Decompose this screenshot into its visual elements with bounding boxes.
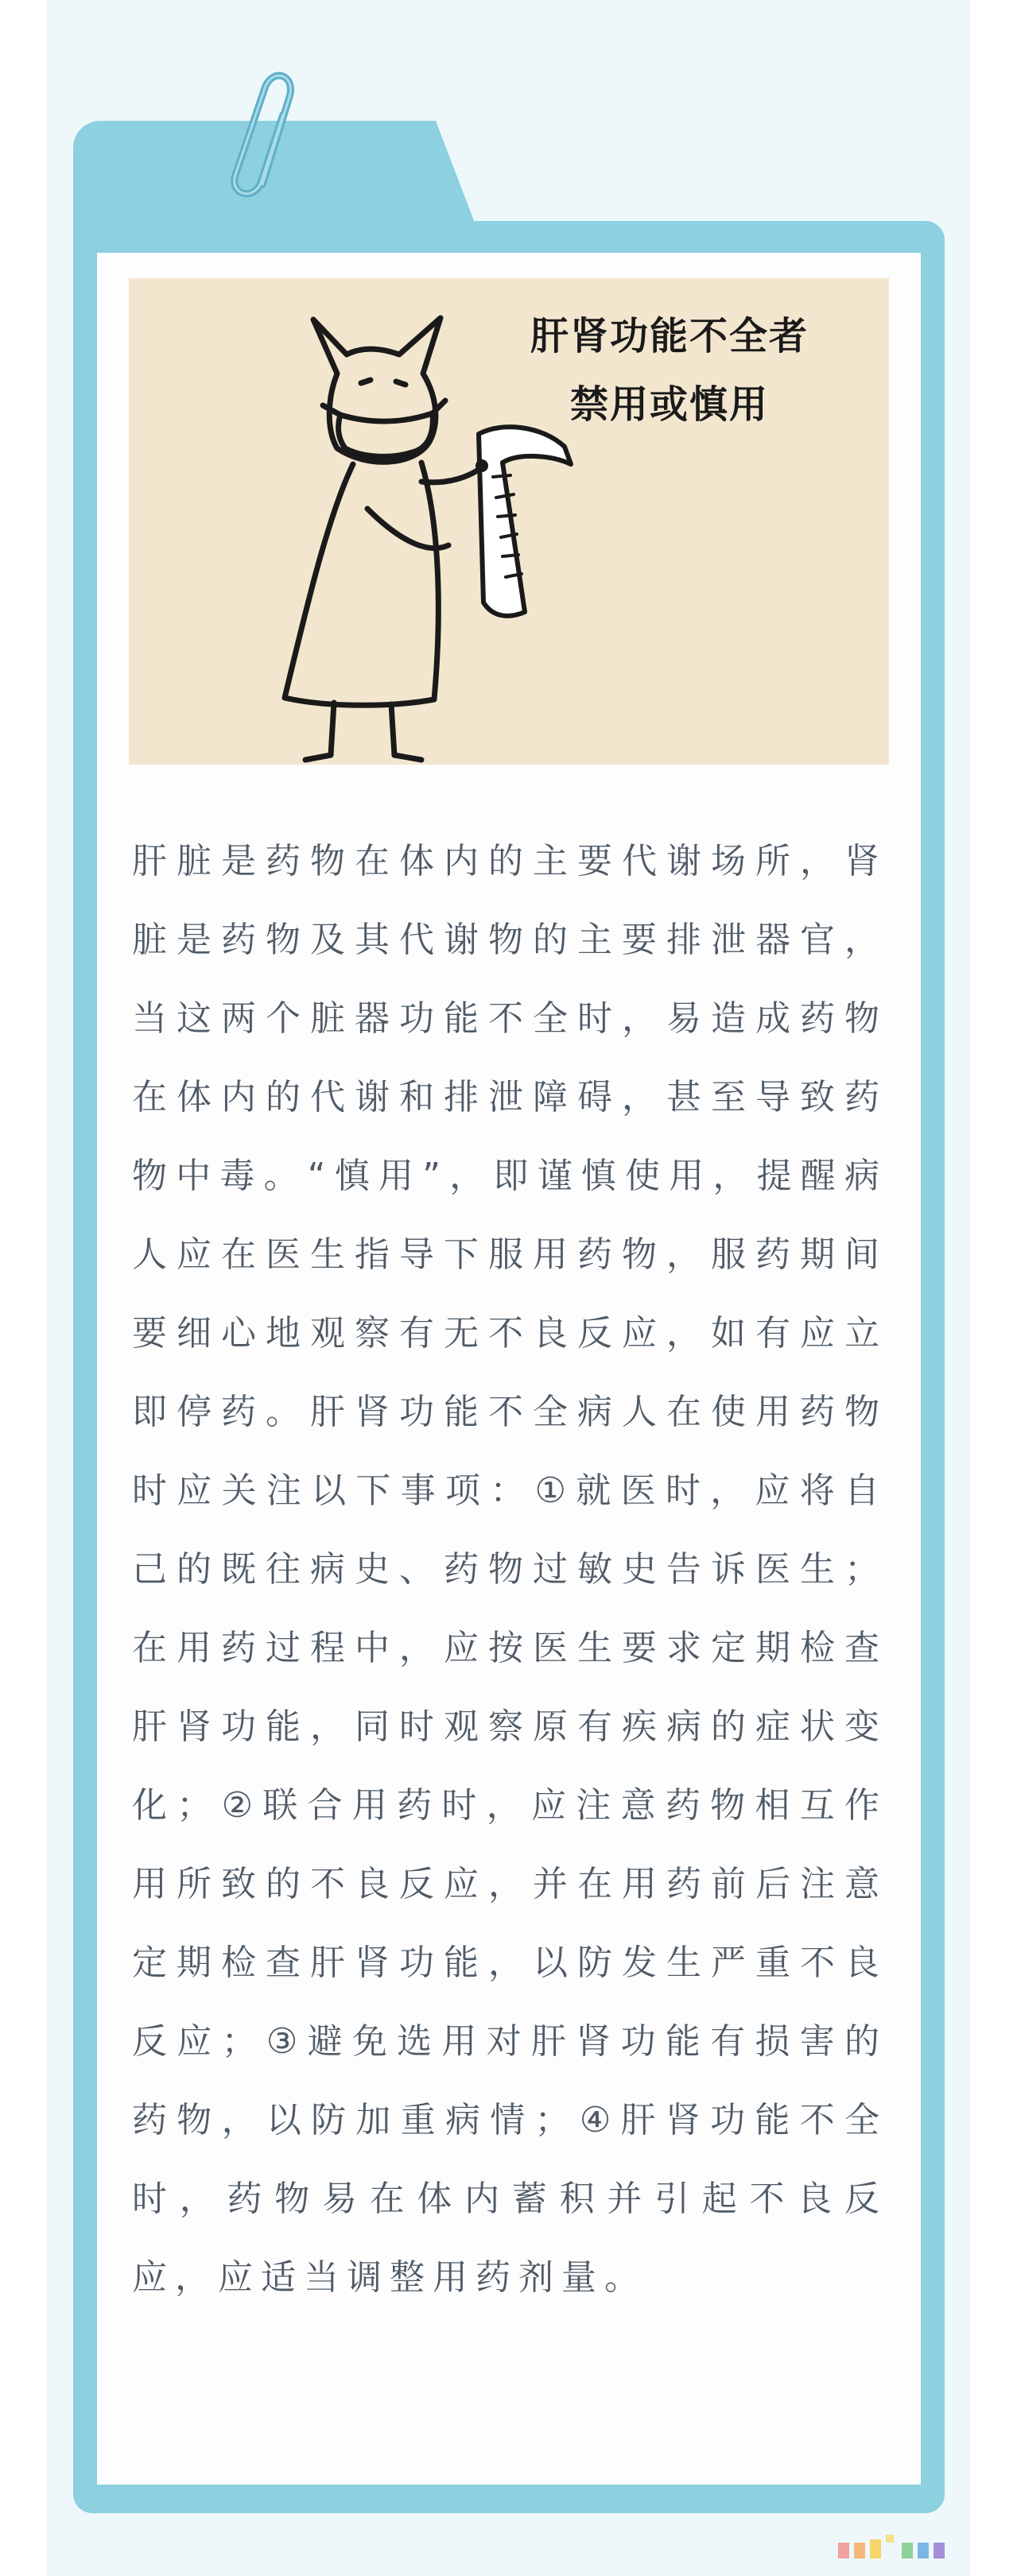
illustration-caption (463, 302, 876, 439)
article-body: 肝脏是药物在体内的主要代谢场所，肾脏是药物及其代谢物的主要排泄器官，当这两个脏器功能不全时，易造成药物在体内的代谢和排泄障碍，甚至导致药物中毒。“慎用”，即谨慎使用，提醒病人应在医生指导下服用药物，服药期间要细心地观察有无不良反应，如有应立即停药。肝肾功能不全病人在使用药物时应关注以下事项：①就医时，应将自己的既往病史、药物过敏史告诉医生；在用药过程中，应按医生要求定期检查肝肾功能，同时观察原有疾病的症状变化；②联合用药时，应注意药物相互作用所致的不良反应，并在用药前后注意定期检查肝肾功能，以防发生严重不良反应；③避免选用对肝肾功能有损害的药物，以防加重病情；④肝肾功能不全时，药物易在体内蓄积并引起不良反应，应适当调整用药剂量。 (132, 841, 887, 2298)
color-bars-icon (837, 2531, 964, 2563)
paperclip-icon (216, 65, 312, 200)
illustration (129, 278, 889, 765)
caption-line-2: 禁用或慎用 (569, 382, 769, 427)
caption-line-1: 肝肾功能不全者 (530, 314, 809, 358)
